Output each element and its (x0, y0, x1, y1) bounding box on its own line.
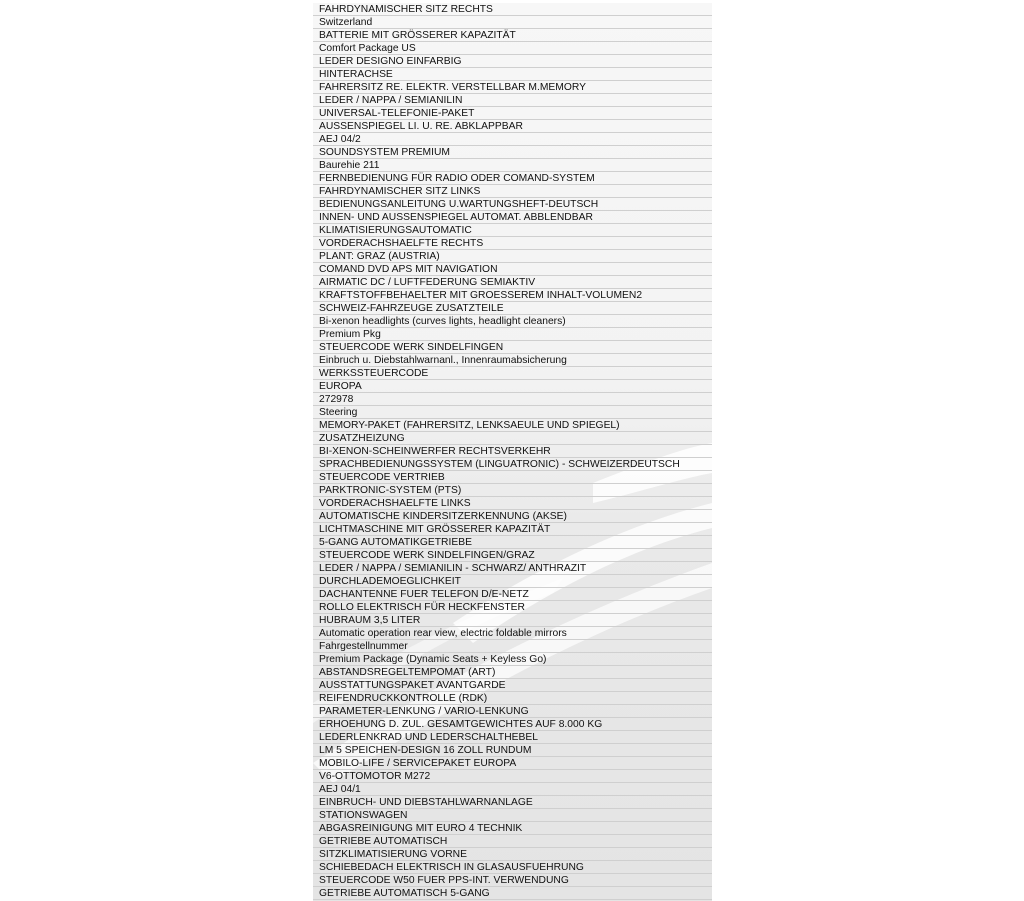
equipment-item: WERKSSTEUERCODE (313, 367, 712, 380)
equipment-item: ZUSATZHEIZUNG (313, 432, 712, 445)
equipment-item: 5-GANG AUTOMATIKGETRIEBE (313, 536, 712, 549)
equipment-item: EUROPA (313, 380, 712, 393)
equipment-item: LEDER / NAPPA / SEMIANILIN - SCHWARZ/ ANTHRAZIT (313, 562, 712, 575)
equipment-item: DACHANTENNE FUER TELEFON D/E-NETZ (313, 588, 712, 601)
equipment-item: BI-XENON-SCHEINWERFER RECHTSVERKEHR (313, 445, 712, 458)
equipment-item: PLANT: GRAZ (AUSTRIA) (313, 250, 712, 263)
equipment-item: DURCHLADEMOEGLICHKEIT (313, 575, 712, 588)
equipment-item: STATIONSWAGEN (313, 809, 712, 822)
equipment-item: ERHOEHUNG D. ZUL. GESAMTGEWICHTES AUF 8.000 KG (313, 718, 712, 731)
equipment-item: LEDERLENKRAD UND LEDERSCHALTHEBEL (313, 731, 712, 744)
equipment-item: EINBRUCH- UND DIEBSTAHLWARNANLAGE (313, 796, 712, 809)
equipment-item: COMAND DVD APS MIT NAVIGATION (313, 263, 712, 276)
equipment-item: AUSSENSPIEGEL LI. U. RE. ABKLAPPBAR (313, 120, 712, 133)
equipment-item: AIRMATIC DC / LUFTFEDERUNG SEMIAKTIV (313, 276, 712, 289)
equipment-item: LM 5 SPEICHEN-DESIGN 16 ZOLL RUNDUM (313, 744, 712, 757)
equipment-item: LEDER / NAPPA / SEMIANILIN (313, 94, 712, 107)
equipment-item: STEUERCODE WERK SINDELFINGEN (313, 341, 712, 354)
equipment-item: INNEN- UND AUSSENSPIEGEL AUTOMAT. ABBLENDBAR (313, 211, 712, 224)
equipment-item: PARKTRONIC-SYSTEM (PTS) (313, 484, 712, 497)
equipment-item: FAHRERSITZ RE. ELEKTR. VERSTELLBAR M.MEMORY (313, 81, 712, 94)
equipment-item: Comfort Package US (313, 42, 712, 55)
equipment-item: GETRIEBE AUTOMATISCH (313, 835, 712, 848)
equipment-item: 272978 (313, 393, 712, 406)
equipment-item: KLIMATISIERUNGSAUTOMATIC (313, 224, 712, 237)
equipment-item: Baurehie 211 (313, 159, 712, 172)
equipment-item: UNIVERSAL-TELEFONIE-PAKET (313, 107, 712, 120)
equipment-item: ROLLO ELEKTRISCH FÜR HECKFENSTER (313, 601, 712, 614)
equipment-item: Bi-xenon headlights (curves lights, headlight cleaners) (313, 315, 712, 328)
equipment-item: HINTERACHSE (313, 68, 712, 81)
equipment-item: LEDER DESIGNO EINFARBIG (313, 55, 712, 68)
equipment-item: FERNBEDIENUNG FÜR RADIO ODER COMAND-SYSTEM (313, 172, 712, 185)
equipment-item: Premium Package (Dynamic Seats + Keyless Go) (313, 653, 712, 666)
equipment-item: SCHIEBEDACH ELEKTRISCH IN GLASAUSFUEHRUNG (313, 861, 712, 874)
equipment-item: AEJ 04/2 (313, 133, 712, 146)
equipment-item: VORDERACHSHAELFTE LINKS (313, 497, 712, 510)
equipment-item: ABSTANDSREGELTEMPOMAT (ART) (313, 666, 712, 679)
equipment-item: V6-OTTOMOTOR M272 (313, 770, 712, 783)
equipment-item: ABGASREINIGUNG MIT EURO 4 TECHNIK (313, 822, 712, 835)
equipment-list (313, 3, 712, 900)
equipment-item: Switzerland (313, 16, 712, 29)
equipment-item: MEMORY-PAKET (FAHRERSITZ, LENKSAEULE UND SPIEGEL) (313, 419, 712, 432)
equipment-item: HUBRAUM 3,5 LITER (313, 614, 712, 627)
equipment-item: FAHRDYNAMISCHER SITZ RECHTS (313, 3, 712, 16)
equipment-item: PARAMETER-LENKUNG / VARIO-LENKUNG (313, 705, 712, 718)
equipment-item: KRAFTSTOFFBEHAELTER MIT GROESSEREM INHALT-VOLUMEN2 (313, 289, 712, 302)
equipment-item: AEJ 04/1 (313, 783, 712, 796)
equipment-item: SCHWEIZ-FAHRZEUGE ZUSATZTEILE (313, 302, 712, 315)
equipment-item: VORDERACHSHAELFTE RECHTS (313, 237, 712, 250)
equipment-item: MOBILO-LIFE / SERVICEPAKET EUROPA (313, 757, 712, 770)
equipment-item: FAHRDYNAMISCHER SITZ LINKS (313, 185, 712, 198)
equipment-item: STEUERCODE WERK SINDELFINGEN/GRAZ (313, 549, 712, 562)
equipment-item: Automatic operation rear view, electric foldable mirrors (313, 627, 712, 640)
equipment-item: Steering (313, 406, 712, 419)
equipment-item: REIFENDRUCKKONTROLLE (RDK) (313, 692, 712, 705)
equipment-item: SPRACHBEDIENUNGSSYSTEM (LINGUATRONIC) - SCHWEIZERDEUTSCH (313, 458, 712, 471)
equipment-item: LICHTMASCHINE MIT GRÖSSERER KAPAZITÄT (313, 523, 712, 536)
equipment-item: STEUERCODE VERTRIEB (313, 471, 712, 484)
equipment-item: SITZKLIMATISIERUNG VORNE (313, 848, 712, 861)
equipment-item: AUSSTATTUNGSPAKET AVANTGARDE (313, 679, 712, 692)
equipment-item: Einbruch u. Diebstahlwarnanl., Innenraumabsicherung (313, 354, 712, 367)
equipment-item: STEUERCODE W50 FUER PPS-INT. VERWENDUNG (313, 874, 712, 887)
equipment-item: BATTERIE MIT GRÖSSERER KAPAZITÄT (313, 29, 712, 42)
equipment-item: SOUNDSYSTEM PREMIUM (313, 146, 712, 159)
equipment-item: Premium Pkg (313, 328, 712, 341)
equipment-item: BEDIENUNGSANLEITUNG U.WARTUNGSHEFT-DEUTSCH (313, 198, 712, 211)
equipment-item: AUTOMATISCHE KINDERSITZERKENNUNG (AKSE) (313, 510, 712, 523)
equipment-panel (313, 3, 712, 901)
equipment-item: Fahrgestellnummer (313, 640, 712, 653)
equipment-item: GETRIEBE AUTOMATISCH 5-GANG (313, 887, 712, 900)
